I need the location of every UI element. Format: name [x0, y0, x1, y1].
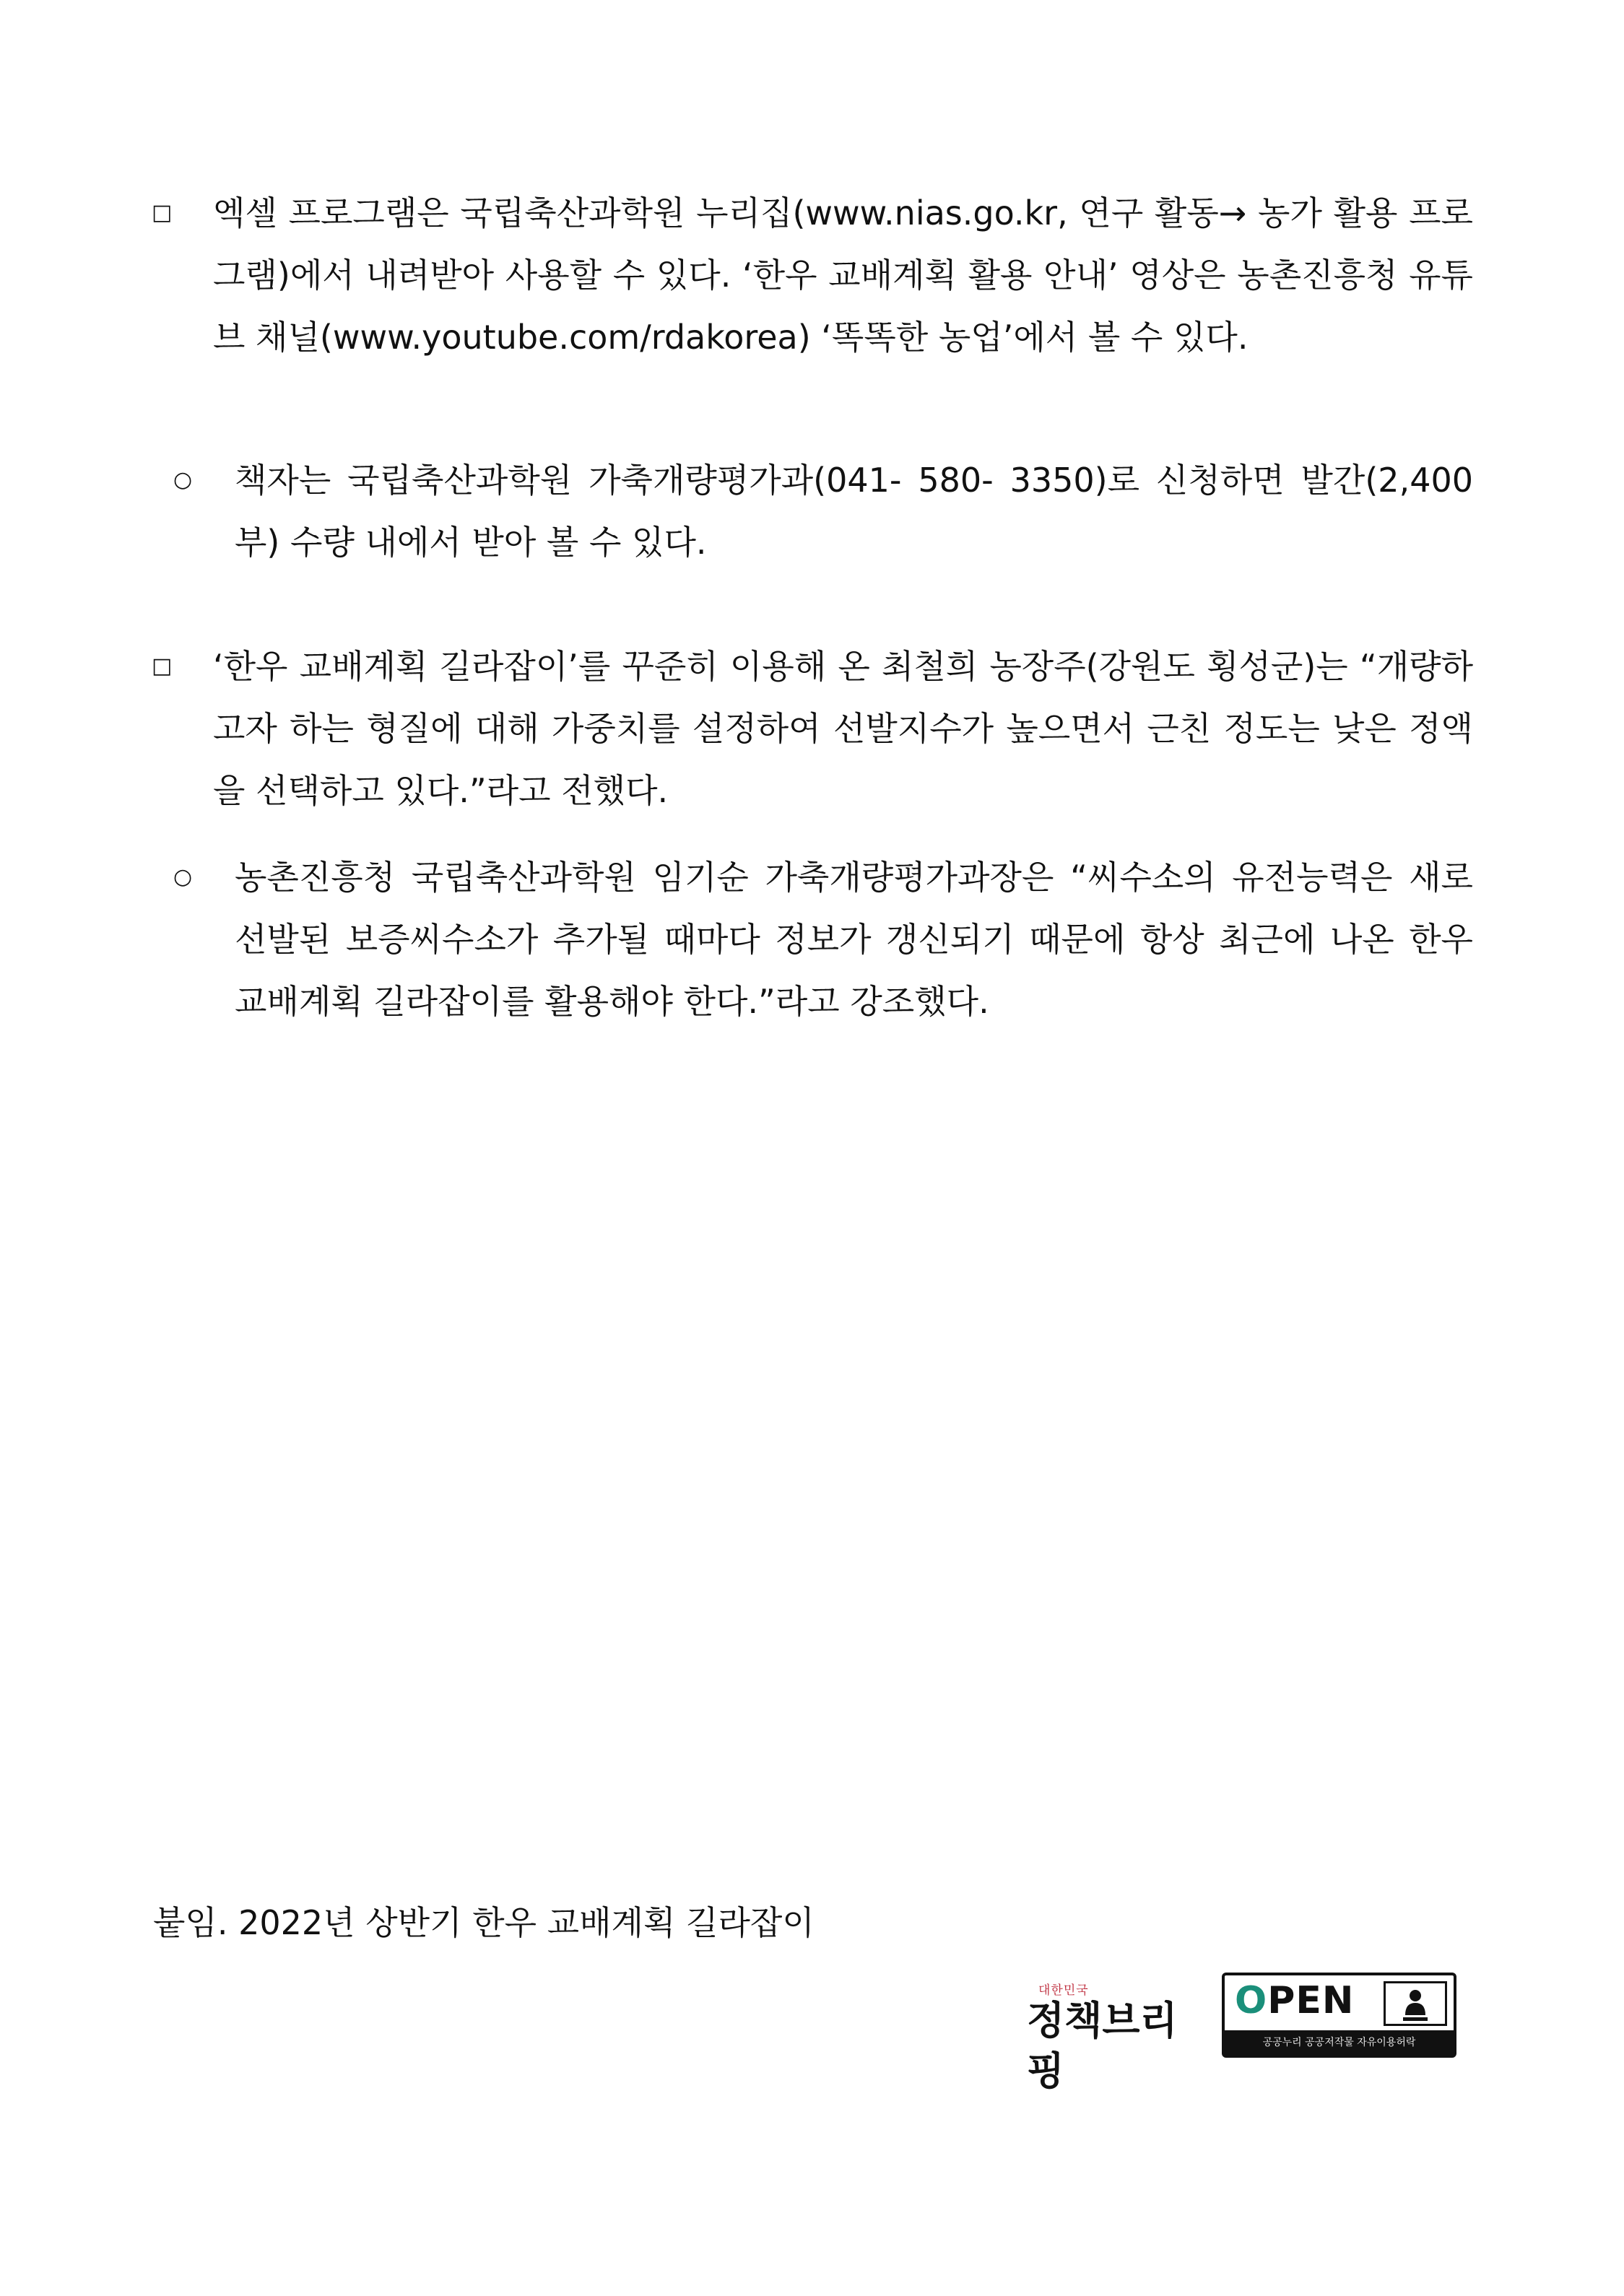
- paragraph-text: ‘한우 교배계획 길라잡이’를 꾸준히 이용해 온 최철희 농장주(강원도 횡성군)는 “개량하고자 하는 형질에 대해 가중치를 설정하여 선발지수가 높으면서 근친 정도는 낮은 정액을 선택하고 있다.”라고 전했다.: [213, 647, 1473, 810]
- kogl-open-logo: [1222, 1973, 1456, 2058]
- policy-briefing-logo-text: 정책브리핑: [1027, 1998, 1178, 2094]
- paragraph-text: 엑셀 프로그램은 국립축산과학원 누리집(www.nias.go.kr, 연구 활동→ 농가 활용 프로그램)에서 내려받아 사용할 수 있다. ‘한우 교배계획 활용 안내’ 영상은 농촌진흥청 유튜브 채널(www.youtube.com/rdakorea) ‘똑똑한 농업’에서 볼 수 있다.: [213, 193, 1473, 357]
- paragraph-booklet: [173, 449, 1473, 573]
- open-logo-footer: 공공누리 공공저작물 자유이용허락: [1225, 2030, 1454, 2055]
- paragraph-excel-program: [152, 182, 1473, 368]
- policy-briefing-logo-small: 대한민국: [1038, 1983, 1089, 1998]
- attribution-icon: [1384, 1981, 1447, 2026]
- circle-bullet: ○: [173, 864, 193, 890]
- policy-briefing-logo: [1025, 1978, 1210, 2094]
- paragraph-text: 책자는 국립축산과학원 가축개량평가과(041- 580- 3350)로 신청하면 발간(2,400부) 수량 내에서 받아 볼 수 있다.: [235, 461, 1473, 562]
- square-bullet: □: [152, 200, 173, 225]
- paragraph-text: 농촌진흥청 국립축산과학원 임기순 가축개량평가과장은 “씨수소의 유전능력은 새로 선발된 보증씨수소가 추가될 때마다 정보가 갱신되기 때문에 항상 최근에 나온 한우 교배계획 길라잡이를 활용해야 한다.”라고 강조했다.: [235, 858, 1473, 1021]
- square-bullet: □: [152, 653, 173, 679]
- paragraph-farmer-quote: [152, 635, 1473, 822]
- open-logo-word: OPEN: [1235, 1979, 1355, 2022]
- circle-bullet: ○: [173, 467, 193, 492]
- paragraph-director-quote: [173, 846, 1473, 1032]
- attachment-line: 붙임. 2022년 상반기 한우 교배계획 길라잡이: [153, 1903, 815, 1942]
